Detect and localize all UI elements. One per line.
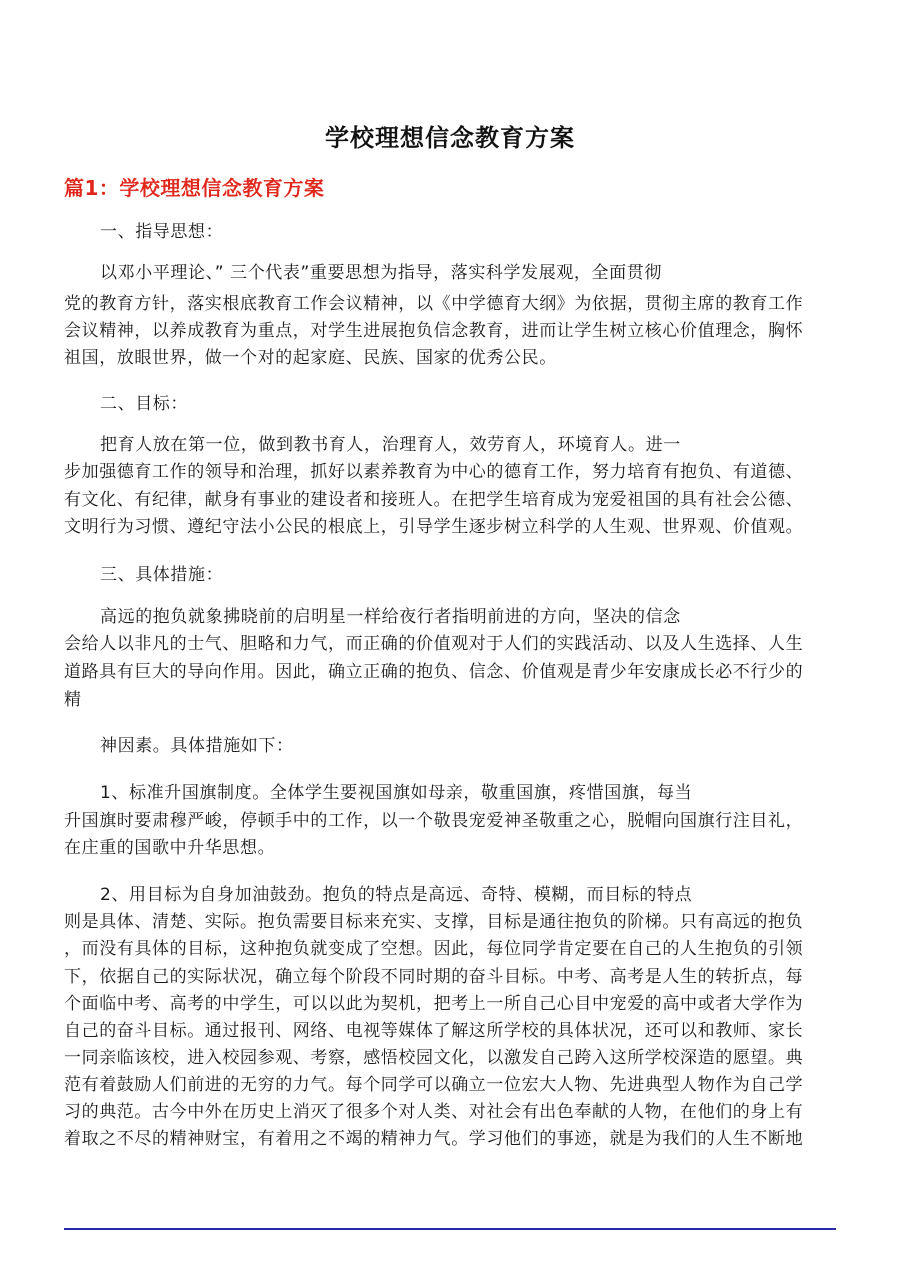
paragraph-line: 祖国，放眼世界，做一个对的起家庭、民族、国家的优秀公民。 xyxy=(64,348,557,368)
paragraph-line: 2、用目标为自身加油鼓劲。抱负的特点是高远、奇特、模糊，而目标的特点 xyxy=(100,885,693,905)
paragraph-line: 会议精神，以养成教育为重点，对学生进展抱负信念教育，进而让学生树立核心价值理念，胸怀 xyxy=(64,321,804,341)
heading-measures: 三、具体措施： xyxy=(100,565,224,585)
paragraph-line: 1、标准升国旗制度。全体学生要视国旗如母亲，敬重国旗，疼惜国旗，每当 xyxy=(100,783,693,803)
paragraph-line: 高远的抱负就象拂晓前的启明星一样给夜行者指明前进的方向，坚决的信念 xyxy=(100,607,681,627)
paragraph-line: 个面临中考、高考的中学生，可以以此为契机，把考上一所自己心目中宠爱的高中或者大学作为 xyxy=(64,994,804,1014)
section-subtitle: 篇1：学校理想信念教育方案 xyxy=(64,176,325,200)
heading-goals: 二、目标： xyxy=(100,394,188,414)
footer-divider xyxy=(64,1228,836,1230)
paragraph-line: 有文化、有纪律，献身有事业的建设者和接班人。在把学生培育成为宠爱祖国的具有社会公德、 xyxy=(64,490,804,510)
paragraph-line: 范有着鼓励人们前进的无穷的力气。每个同学可以确立一位宏大人物、先进典型人物作为自己学 xyxy=(64,1075,804,1095)
paragraph-line: 精 xyxy=(64,690,82,710)
paragraph-line: 会给人以非凡的士气、胆略和力气，而正确的价值观对于人们的实践活动、以及人生选择、人生 xyxy=(64,634,804,654)
paragraph-line: 习的典范。古今中外在历史上消灭了很多个对人类、对社会有出色奉献的人物，在他们的身上有 xyxy=(64,1102,804,1122)
paragraph-line: 则是具体、清楚、实际。抱负需要目标来充实、支撑，目标是通往抱负的阶梯。只有高远的抱负 xyxy=(64,912,804,932)
paragraph-line: 党的教育方针，落实根底教育工作会议精神，以《中学德育大纲》为依据，贯彻主席的教育工作 xyxy=(64,294,804,314)
document-title: 学校理想信念教育方案 xyxy=(325,124,575,152)
paragraph-line: 下，依据自己的实际状况，确立每个阶段不同时期的奋斗目标。中考、高考是人生的转折点，每 xyxy=(64,967,804,987)
paragraph-line: 文明行为习惯、遵纪守法小公民的根底上，引导学生逐步树立科学的人生观、世界观、价值观。 xyxy=(64,517,804,537)
paragraph-line: 步加强德育工作的领导和治理，抓好以素养教育为中心的德育工作，努力培育有抱负、有道德、 xyxy=(64,462,804,482)
paragraph-line: ，而没有具体的目标，这种抱负就变成了空想。因此，每位同学肯定要在自己的人生抱负的引领 xyxy=(64,939,804,959)
paragraph-line: 以邓小平理论、” 三个代表”重要思想为指导，落实科学发展观，全面贯彻 xyxy=(100,263,662,283)
paragraph-line: 道路具有巨大的导向作用。因此，确立正确的抱负、信念、价值观是青少年安康成长必不行少的 xyxy=(64,662,804,682)
paragraph-line: 升国旗时要肃穆严峻，停顿手中的工作，以一个敬畏宠爱神圣敬重之心，脱帽向国旗行注目礼， xyxy=(64,811,804,831)
paragraph-line: 自己的奋斗目标。通过报刊、网络、电视等媒体了解这所学校的具体状况，还可以和教师、家长 xyxy=(64,1021,804,1041)
heading-guiding-ideology: 一、指导思想： xyxy=(100,222,224,242)
paragraph-line: 把育人放在第一位，做到教书育人，治理育人，效劳育人，环境育人。进一 xyxy=(100,435,681,455)
paragraph-line: 着取之不尽的精神财宝，有着用之不竭的精神力气。学习他们的事迹，就是为我们的人生不断地 xyxy=(64,1129,804,1149)
paragraph-line: 神因素。具体措施如下： xyxy=(100,736,294,756)
paragraph-line: 在庄重的国歌中升华思想。 xyxy=(64,838,276,858)
paragraph-line: 一同亲临该校，进入校园参观、考察，感悟校园文化，以激发自己跨入这所学校深造的愿望。典 xyxy=(64,1048,804,1068)
